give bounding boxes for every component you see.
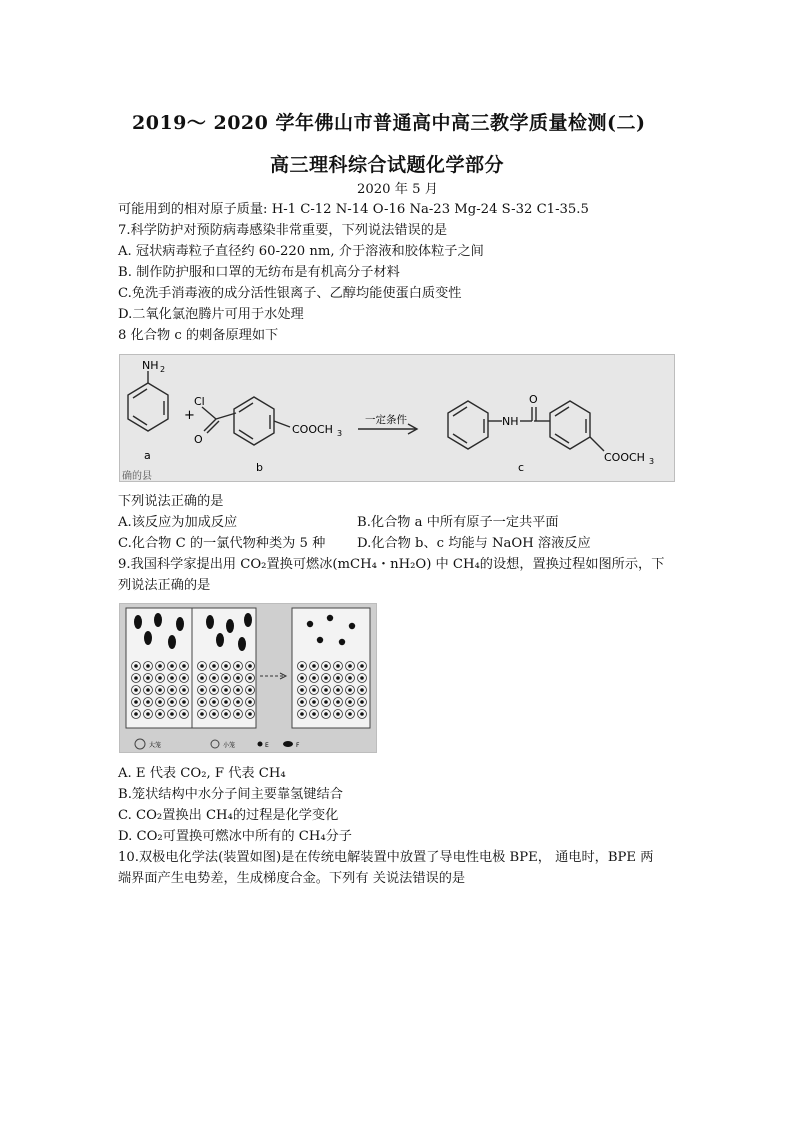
caged-molecule	[134, 712, 138, 716]
f-molecule	[176, 617, 184, 631]
caged-molecule	[182, 700, 186, 704]
caged-molecule	[360, 688, 364, 692]
caged-molecule	[200, 664, 204, 668]
f-molecule	[134, 615, 142, 629]
caged-molecule	[312, 712, 316, 716]
caged-molecule	[134, 700, 138, 704]
label-ester-c-sub: 3	[649, 457, 655, 466]
e-molecule	[339, 639, 345, 645]
label-nh2: NH	[142, 359, 159, 372]
caged-molecule	[158, 700, 162, 704]
legend-f-ellipse	[283, 741, 293, 747]
caged-molecule	[158, 688, 162, 692]
caged-molecule	[224, 700, 228, 704]
hydrate-replacement-drawing	[120, 604, 376, 752]
caged-molecule	[158, 664, 162, 668]
e-molecule	[327, 615, 333, 621]
caged-molecule	[248, 676, 252, 680]
benzene-ring-a	[128, 383, 168, 431]
f-molecule	[216, 633, 224, 647]
label-cl: Cl	[194, 395, 205, 408]
e-molecule	[349, 623, 355, 629]
q7-option-a: A. 冠状病毒粒子直径约 60-220 nm, 介于溶液和胶体粒子之间	[118, 244, 484, 259]
q9-stem-line2: 列说法正确的是	[118, 578, 211, 593]
caged-molecule	[248, 664, 252, 668]
caged-molecule	[212, 664, 216, 668]
caged-molecule	[324, 712, 328, 716]
caged-molecule	[200, 688, 204, 692]
caged-molecule	[348, 676, 352, 680]
q10-stem-line2: 端界面产生电势差，生成梯度合金。下列有 关说法错误的是	[118, 871, 466, 886]
caged-molecule	[360, 700, 364, 704]
caged-molecule	[224, 712, 228, 716]
caged-molecule	[300, 688, 304, 692]
caged-molecule	[360, 676, 364, 680]
caged-molecule	[170, 712, 174, 716]
caged-molecule	[236, 700, 240, 704]
q8-option-c: C.化合物 C 的一氯代物种类为 5 种	[118, 536, 326, 551]
caged-molecule	[212, 676, 216, 680]
caged-molecule	[248, 712, 252, 716]
caged-molecule	[360, 712, 364, 716]
figure-text-fragment: 确的县	[122, 471, 152, 481]
legend-small-cage-label: 小笼	[223, 742, 236, 749]
caged-molecule	[212, 688, 216, 692]
label-ester-b-sub: 3	[337, 429, 343, 438]
q9-option-c: C. CO₂置换出 CH₄的过程是化学变化	[118, 808, 339, 823]
q8-prompt: 下列说法正确的是	[118, 494, 224, 509]
hydrate-replacement-figure	[119, 603, 377, 753]
caged-molecule	[324, 700, 328, 704]
caged-molecule	[312, 688, 316, 692]
f-molecule	[238, 637, 246, 651]
caged-molecule	[224, 664, 228, 668]
caged-molecule	[146, 700, 150, 704]
caged-molecule	[348, 712, 352, 716]
caged-molecule	[360, 664, 364, 668]
label-o-c: O	[529, 393, 538, 406]
exam-date: 2020 年 5 月	[357, 182, 438, 197]
f-molecule	[226, 619, 234, 633]
f-molecule	[144, 631, 152, 645]
caged-molecule	[248, 700, 252, 704]
caged-molecule	[324, 676, 328, 680]
q9-option-a: A. E 代表 CO₂, F 代表 CH₄	[118, 766, 286, 781]
exam-subtitle: 高三理科综合试题化学部分	[270, 154, 505, 176]
label-ester-b: COOCH	[292, 423, 333, 436]
reaction-scheme-figure	[119, 354, 675, 482]
caged-molecule	[336, 688, 340, 692]
atomic-masses: 可能用到的相对原子质量: H-1 C-12 N-14 O-16 Na-23 Mg-24 S-32 C1-35.5	[118, 202, 589, 217]
caged-molecule	[312, 676, 316, 680]
q8-stem: 8 化合物 c 的刺备原理如下	[118, 328, 279, 343]
reaction-condition: 一定条件	[365, 414, 407, 426]
caged-molecule	[182, 676, 186, 680]
caged-molecule	[324, 664, 328, 668]
e-molecule	[317, 637, 323, 643]
caged-molecule	[300, 664, 304, 668]
q9-option-b: B.笼状结构中水分子间主要靠氢键结合	[118, 787, 343, 802]
caged-molecule	[146, 676, 150, 680]
caged-molecule	[170, 676, 174, 680]
caged-molecule	[336, 700, 340, 704]
f-molecule	[244, 613, 252, 627]
caged-molecule	[134, 664, 138, 668]
label-compound-a: a	[144, 449, 151, 462]
caged-molecule	[146, 688, 150, 692]
bond-b-cl	[202, 407, 216, 419]
f-molecule	[206, 615, 214, 629]
caged-molecule	[224, 676, 228, 680]
legend-e-dot	[258, 742, 263, 747]
caged-molecule	[324, 688, 328, 692]
q9-option-d: D. CO₂可置换可燃冰中所有的 CH₄分子	[118, 829, 352, 844]
label-nh: NH	[502, 415, 519, 428]
q8-option-a: A.该反应为加成反应	[118, 515, 238, 530]
caged-molecule	[200, 712, 204, 716]
caged-molecule	[146, 712, 150, 716]
caged-molecule	[200, 676, 204, 680]
caged-molecule	[182, 688, 186, 692]
caged-molecule	[236, 688, 240, 692]
q7-stem: 7.科学防护对预防病毒感染非常重要，下列说法错误的是	[118, 223, 448, 238]
caged-molecule	[236, 712, 240, 716]
benzene-ring-c2	[550, 401, 590, 449]
f-molecule	[168, 635, 176, 649]
caged-molecule	[236, 676, 240, 680]
caged-molecule	[134, 688, 138, 692]
legend-f-label: F	[296, 742, 300, 749]
caged-molecule	[224, 688, 228, 692]
q9-stem-line1: 9.我国科学家提出用 CO₂置换可燃冰(mCH₄・nH₂O) 中 CH₄的设想，置换过程如图所示，下	[118, 557, 665, 572]
caged-molecule	[146, 664, 150, 668]
caged-molecule	[248, 688, 252, 692]
caged-molecule	[348, 700, 352, 704]
caged-molecule	[336, 664, 340, 668]
q8-option-b: B.化合物 a 中所有原子一定共平面	[357, 515, 559, 530]
legend-e-label: E	[265, 742, 269, 749]
caged-molecule	[170, 664, 174, 668]
label-o-b: O	[194, 433, 203, 446]
caged-molecule	[348, 664, 352, 668]
label-compound-b: b	[256, 461, 263, 474]
caged-molecule	[300, 700, 304, 704]
legend-small-cage-icon	[211, 740, 219, 748]
q7-option-b: B. 制作防护服和口罩的无纺布是有机高分子材料	[118, 265, 400, 280]
benzene-ring-b	[234, 397, 274, 445]
caged-molecule	[170, 700, 174, 704]
caged-molecule	[158, 712, 162, 716]
legend-large-cage-label: 大笼	[149, 742, 162, 749]
caged-molecule	[236, 664, 240, 668]
exam-title: 2019～ 2020 学年佛山市普通高中高三教学质量检测(二)	[132, 112, 646, 134]
caged-molecule	[312, 664, 316, 668]
label-ester-c: COOCH	[604, 451, 645, 464]
q10-stem-line1: 10.双极电化学法(装置如图)是在传统电解装置中放置了导电性电极 BPE， 通电时，BPE 两	[118, 850, 654, 865]
e-molecule	[307, 621, 313, 627]
label-nh2-sub: 2	[160, 365, 166, 374]
caged-molecule	[336, 712, 340, 716]
caged-molecule	[300, 712, 304, 716]
q7-option-d: D.二氧化氯泡腾片可用于水处理	[118, 307, 304, 322]
caged-molecule	[300, 676, 304, 680]
caged-molecule	[212, 712, 216, 716]
legend-large-cage-icon	[135, 739, 145, 749]
q7-option-c: C.免洗手消毒液的成分活性银离子、乙醇均能使蛋白质变性	[118, 286, 462, 301]
q8-option-d: D.化合物 b、c 均能与 NaOH 溶液反应	[357, 536, 591, 551]
reaction-scheme-drawing	[120, 355, 674, 481]
plus-sign: +	[184, 408, 195, 423]
caged-molecule	[182, 664, 186, 668]
caged-molecule	[348, 688, 352, 692]
caged-molecule	[170, 688, 174, 692]
caged-molecule	[182, 712, 186, 716]
caged-molecule	[312, 700, 316, 704]
benzene-ring-c1	[448, 401, 488, 449]
caged-molecule	[336, 676, 340, 680]
label-compound-c: c	[518, 461, 525, 474]
caged-molecule	[158, 676, 162, 680]
caged-molecule	[200, 700, 204, 704]
f-molecule	[154, 613, 162, 627]
caged-molecule	[212, 700, 216, 704]
caged-molecule	[134, 676, 138, 680]
